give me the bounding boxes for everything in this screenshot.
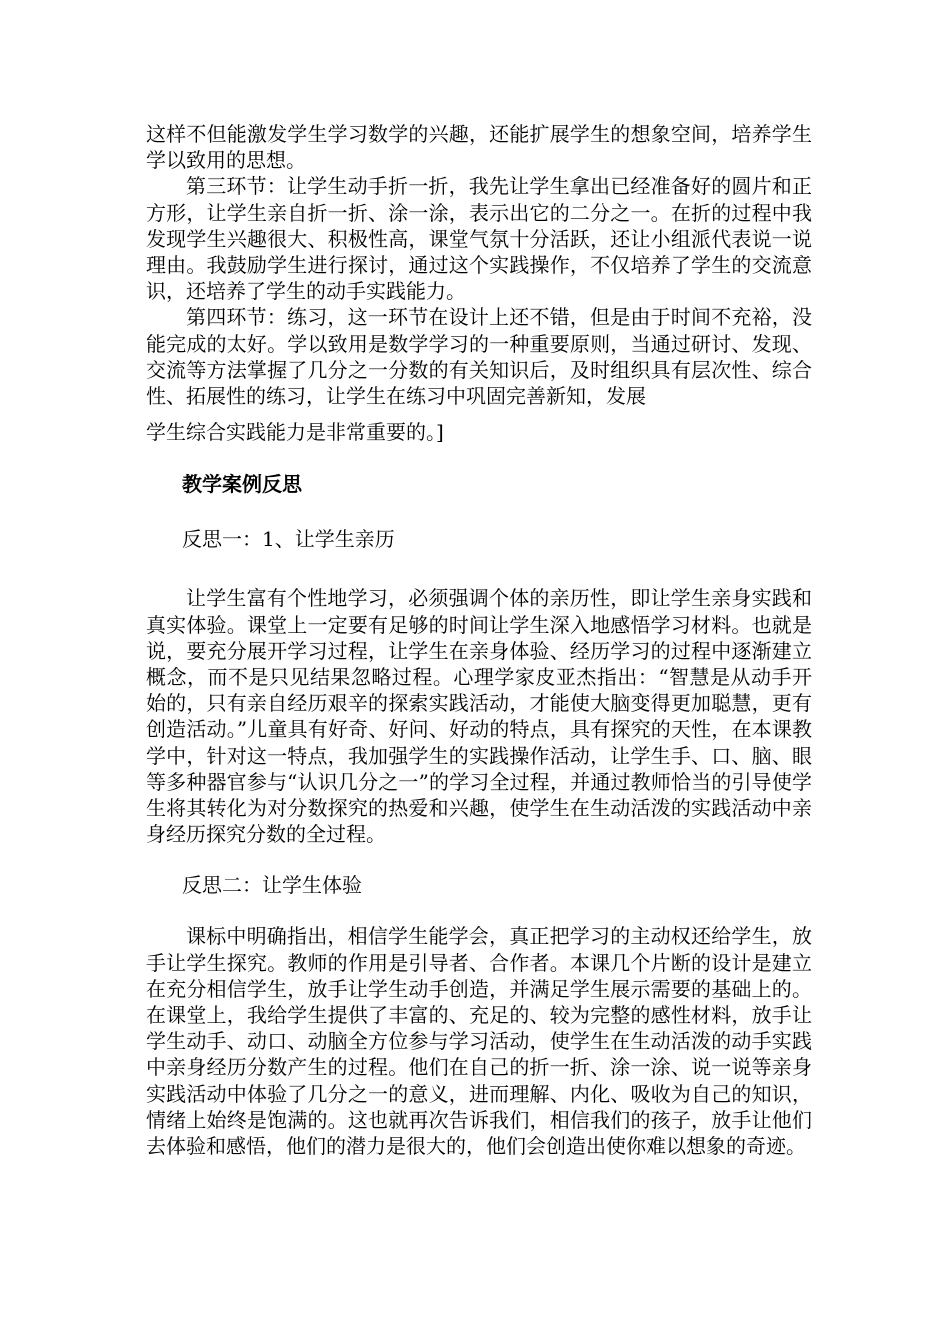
section4-paragraph: 第四环节：练习，这一环节在设计上还不错，但是由于时间不充裕，没能完成的太好。学以致用是数学学习的一种重要原则，当通过研讨、发现、交流等方法掌握了几分之一分数的有关知识后，及时组织具有层次性、综合性、拓展性的练习，让学生在练习中巩固完善新知，发展 (146, 305, 812, 409)
reflection2-paragraph: 课标中明确指出，相信学生能学会，真正把学习的主动权还给学生，放手让学生探究。教师的作用是引导者、合作者。本课几个片断的设计是建立在充分相信学生，放手让学生动手创造，并满足学生展示需要的基础上的。在课堂上，我给学生提供了丰富的、充足的、较为完整的感性材料，放手让学生动手、动口、动脑全方位参与学习活动，使学生在生动活泼的动手实践中亲身经历分数产生的过程。他们在自己的折一折、涂一涂、说一说等亲身实践活动中体验了几分之一的意义，进而理解、内化、吸收为自己的知识，情绪上始终是饱满的。这也就再次告诉我们，相信我们的孩子，放手让他们去体验和感悟，他们的潜力是很大的，他们会创造出使你难以想象的奇迹。 (146, 924, 812, 1159)
reflection2-title: 反思二：让学生体验 (182, 873, 362, 898)
document-body (146, 121, 812, 1159)
reflection1-paragraph: 让学生富有个性地学习，必须强调个体的亲历性，即让学生亲身实践和真实体验。课堂上一定要有足够的时间让学生深入地感悟学习材料。也就是说，要充分展开学习过程，让学生在亲身体验、经历学习的过程中逐渐建立概念，而不是只见结果忽略过程。心理学家皮亚杰指出：“智慧是从动手开始的，只有亲自经历艰辛的探索实践活动，才能使大脑变得更加聪慧，更有创造活动。”儿童具有好奇、好问、好动的特点，具有探究的天性，在本课教学中，针对这一特点，我加强学生的实践操作活动，让学生手、口、脑、眼等多种器官参与“认识几分之一”的学习全过程，并通过教师恰当的引导使学生将其转化为对分数探究的热爱和兴趣，使学生在生动活泼的实践活动中亲身经历探究分数的全过程。 (146, 586, 812, 847)
intro-paragraph: 这样不但能激发学生学习数学的兴趣，还能扩展学生的想象空间，培养学生学以致用的思想。 (146, 122, 812, 173)
reflection-heading: 教学案例反思 (182, 472, 302, 497)
reflection1-title: 反思一：1、让学生亲历 (182, 527, 395, 552)
section3-paragraph: 第三环节：让学生动手折一折，我先让学生拿出已经准备好的圆片和正方形，让学生亲自折一折、涂一涂，表示出它的二分之一。在折的过程中我发现学生兴趣很大、积极性高，课堂气氛十分活跃，还让小组派代表说一说理由。我鼓励学生进行探讨，通过这个实践操作，不仅培养了学生的交流意识，还培养了学生的动手实践能力。 (146, 174, 812, 304)
section4-tail: 学生综合实践能力是非常重要的。] (146, 420, 444, 445)
